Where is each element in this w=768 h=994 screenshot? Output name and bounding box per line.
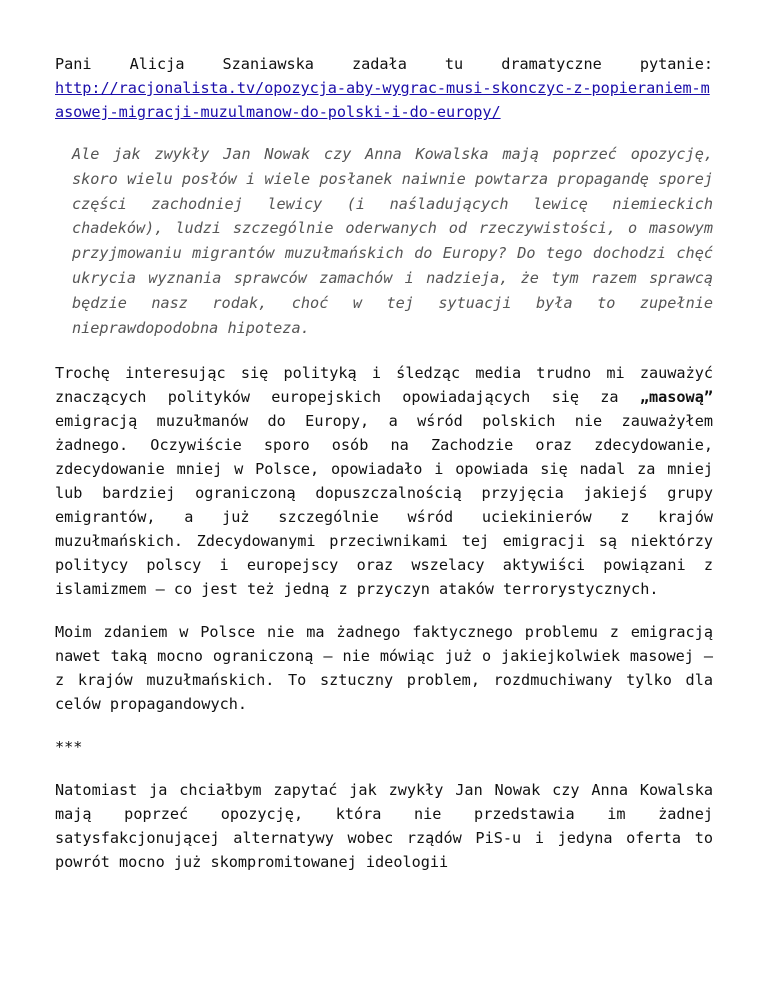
section-separator: *** <box>55 738 83 757</box>
paragraph-2: Moim zdaniem w Polsce nie ma żadnego faktycznego problemu z emigracją nawet taką mocno ograniczoną – nie mówiąc już o jakiejkolwiek masowej – z krajów muzułmańskich. To sztuczny problem, rozdmuchiwany tylko dla celów propagandowych. <box>55 623 713 714</box>
source-link[interactable]: http://racjonalista.tv/opozycja-aby-wygrac-musi-skonczyc-z-popieraniem-masowej-migracji-muzulmanow-do-polski-i-do-europy/ <box>55 79 710 121</box>
paragraph-1-bold: „masową” <box>639 388 713 407</box>
paragraph-1-before: Trochę interesując się polityką i śledząc media trudno mi zauważyć znaczących polityków europejskich opowiadających się za <box>55 364 713 407</box>
article <box>55 52 713 874</box>
intro-line <box>55 52 713 76</box>
blockquote: Ale jak zwykły Jan Nowak czy Anna Kowalska mają poprzeć opozycję, skoro wielu posłów i wiele posłanek naiwnie powtarza propagandę sporej części zachodniej lewicy (i naśladujących lewicę niemieckich chadeków), ludzi szczególnie oderwanych od rzeczywistości, o masowym przyjmowaniu migrantów muzułmańskich do Europy? Do tego dochodzi chęć ukrycia wyznania sprawców zamachów i nadzieja, że tym razem sprawcą będzie nasz rodak, choć w tej sytuacji była to zupełnie nieprawdopodobna hipoteza. <box>72 145 713 337</box>
intro-text: Pani Alicja Szaniawska zadała tu dramatyczne pytanie: <box>55 55 713 73</box>
paragraph-1-after: emigracją muzułmanów do Europy, a wśród polskich nie zauważyłem żadnego. Oczywiście sporo osób na Zachodzie oraz zdecydowanie, zdecydowanie mniej w Polsce, opowiadało i opowiada się nadal za mniej lub bardziej ograniczoną dopuszczalnością przyjęcia jakiejś grupy emigrantów, a już szczególnie wśród uciekinierów z krajów muzułmańskich. Zdecydowanymi przeciwnikami tej emigracji są niektórzy politycy polscy i europejscy oraz wszelacy aktywiści powiązani z islamizmem – co jest też jedną z przyczyn ataków terrorystycznych. <box>55 412 713 599</box>
paragraph-3: Natomiast ja chciałbym zapytać jak zwykły Jan Nowak czy Anna Kowalska mają poprzeć opozycję, która nie przedstawia im żadnej satysfakcjonującej alternatywy wobec rządów PiS-u i jedyna oferta to powrót mocno już skompromitowanej ideologii <box>55 781 713 872</box>
paragraph-1 <box>55 361 713 601</box>
